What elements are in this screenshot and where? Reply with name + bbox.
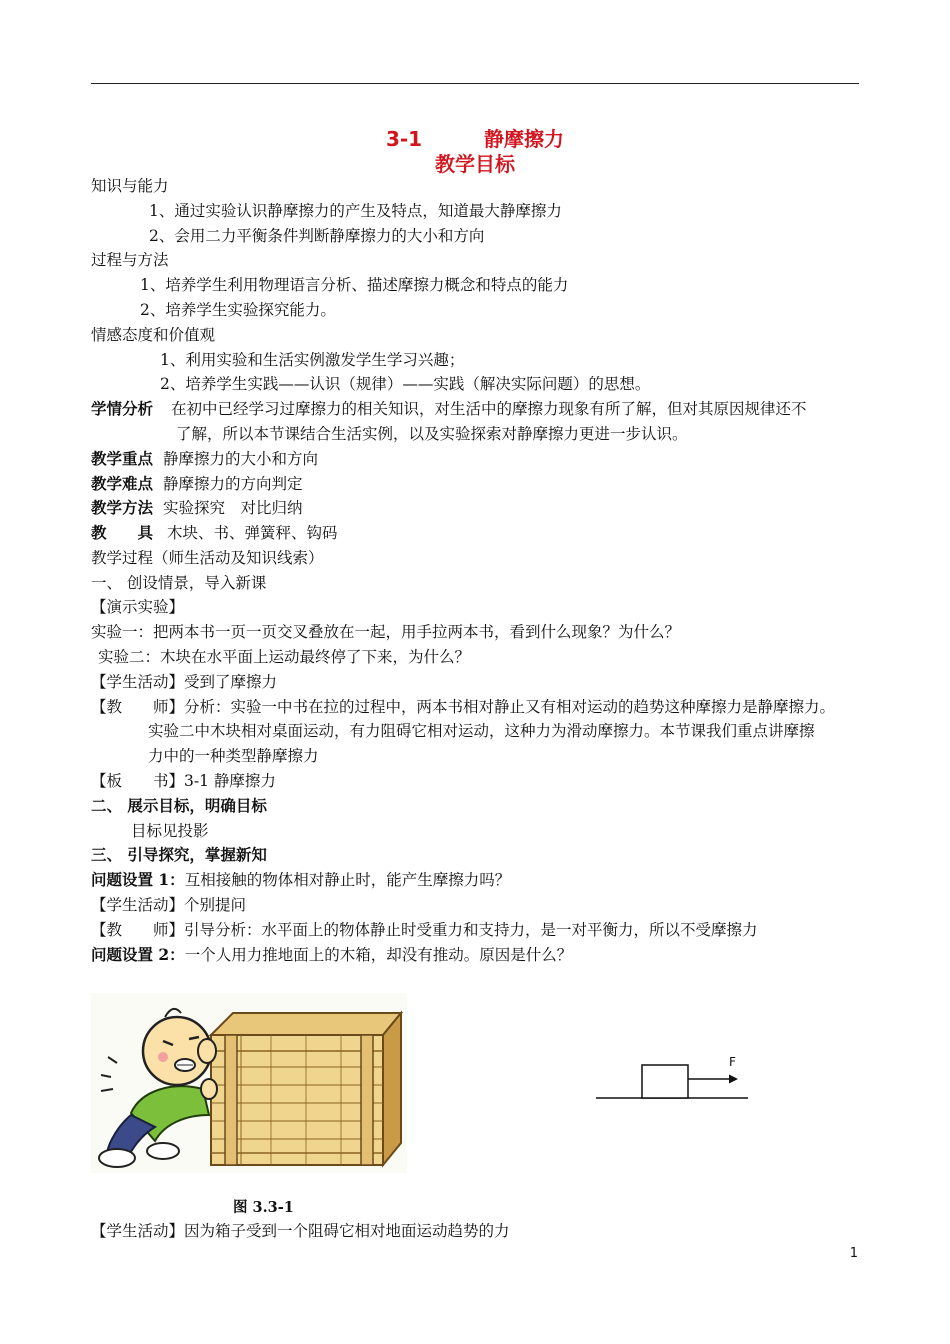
- method-point: [91, 498, 303, 518]
- header-rule: [91, 83, 859, 84]
- section-emotion: 情感态度和价值观: [91, 326, 216, 344]
- question-2-text: 一个人用力推地面上的木箱，却没有推动。原因是什么？: [184, 946, 573, 964]
- analysis-line2: 了解，所以本节课结合生活实例，以及实验探索对静摩擦力更进一步认识。: [176, 425, 688, 443]
- title-text: 静摩擦力: [484, 127, 565, 151]
- teacher-1-line1: [91, 697, 835, 717]
- key-text: 静摩擦力的大小和方向: [163, 450, 319, 468]
- goal-p1: 1、培养学生利用物理语言分析、描述摩擦力概念和特点的能力: [140, 276, 569, 294]
- title-section-number: 3-1: [385, 127, 423, 151]
- step2-text: 目标见投影: [131, 822, 209, 840]
- page-subtitle: 教学目标: [435, 152, 515, 176]
- teacher-1-line3: 力中的一种类型静摩擦力: [148, 747, 319, 765]
- question-2: [91, 945, 572, 965]
- goal-k2: 2、会用二力平衡条件判断静摩擦力的大小和方向: [149, 227, 485, 245]
- section-knowledge: 知识与能力: [91, 177, 169, 195]
- step3-heading: 三、 引导探究，掌握新知: [91, 845, 267, 864]
- goal-p2: 2、培养学生实验探究能力。: [140, 301, 336, 319]
- experiment-1: 实验一：把两本书一页一页交叉叠放在一起，用手拉两本书，看到什么现象？为什么？: [91, 623, 681, 641]
- tools-text: 木块、书、弹簧秤、钩码: [167, 524, 338, 542]
- figure-caption: 图 3.3-1: [233, 1199, 294, 1216]
- teacher-2-text: 引导分析：水平面上的物体静止时受重力和支持力，是一对平衡力，所以不受摩擦力: [184, 921, 758, 939]
- pushing-crate-illustration: [91, 993, 407, 1173]
- goal-e1: 1、利用实验和生活实例激发学生学习兴趣；: [160, 351, 465, 369]
- board-text: 3-1 静摩擦力: [184, 772, 276, 790]
- method-text: 实验探究 对比归纳: [163, 499, 303, 517]
- key-label: 教学重点: [91, 449, 154, 468]
- analysis-label: 学情分析: [91, 399, 154, 418]
- goal-k1: 1、通过实验认识静摩擦力的产生及特点，知道最大静摩擦力: [149, 202, 562, 220]
- goal-e2: 2、培养学生实践——认识（规律）——实践（解决实际问题）的思想。: [160, 375, 651, 393]
- force-arrow-icon: [729, 1075, 738, 1084]
- analysis-text: 在初中已经学习过摩擦力的相关知识，对生活中的摩擦力现象有所了解，但对其原因规律还不: [171, 400, 807, 418]
- question-2-label: 问题设置 2：: [91, 945, 185, 964]
- block-icon: [642, 1065, 688, 1098]
- section-process: 过程与方法: [91, 251, 169, 269]
- difficulty-label: 教学难点: [91, 474, 154, 493]
- page-number: 1: [849, 1246, 858, 1261]
- force-diagram: [592, 1050, 752, 1102]
- difficulty-point: [91, 474, 303, 494]
- difficulty-text: 静摩擦力的方向判定: [163, 475, 303, 493]
- question-1-text: 互相接触的物体相对静止时，能产生摩擦力吗？: [184, 871, 511, 889]
- teacher-2-label: 【教 师】: [91, 921, 185, 939]
- question-1: [91, 870, 510, 890]
- experiment-2: 实验二：木块在水平面上运动最终停了下来，为什么？: [98, 648, 471, 666]
- crate-icon: [211, 1013, 401, 1165]
- process-title: 教学过程（师生活动及知识线索）: [91, 549, 324, 567]
- student-activity-1: 【学生活动】受到了摩擦力: [91, 673, 278, 691]
- step1-heading: 一、 创设情景，导入新课: [91, 574, 267, 592]
- student-activity-2: 【学生活动】个别提问: [91, 896, 247, 914]
- step2-heading: 二、 展示目标，明确目标: [91, 796, 267, 815]
- teacher-1-line2: 实验二中木块相对桌面运动，有力阻碍它相对运动，这种力为滑动摩擦力。本节课我们重点讲摩擦: [148, 722, 815, 740]
- board-line: [91, 771, 276, 791]
- method-label: 教学方法: [91, 498, 154, 517]
- demo-label: 【演示实验】: [91, 598, 185, 616]
- question-1-label: 问题设置 1：: [91, 870, 185, 889]
- teacher-1-label: 【教 师】: [91, 698, 185, 716]
- analysis-line1: [91, 399, 807, 419]
- student-activity-3: 【学生活动】因为箱子受到一个阻碍它相对地面运动趋势的力: [91, 1222, 510, 1240]
- tools-point: [91, 523, 338, 543]
- force-label: F: [729, 1055, 736, 1069]
- teacher-2: [91, 920, 758, 940]
- teacher-1-text: 分析：实验一中书在拉的过程中，两本书相对静止又有相对运动的趋势这种摩擦力是静摩擦力。: [184, 698, 836, 716]
- board-label: 【板 书】: [91, 772, 185, 790]
- key-point: [91, 449, 318, 469]
- tools-label: 教 具: [91, 523, 154, 542]
